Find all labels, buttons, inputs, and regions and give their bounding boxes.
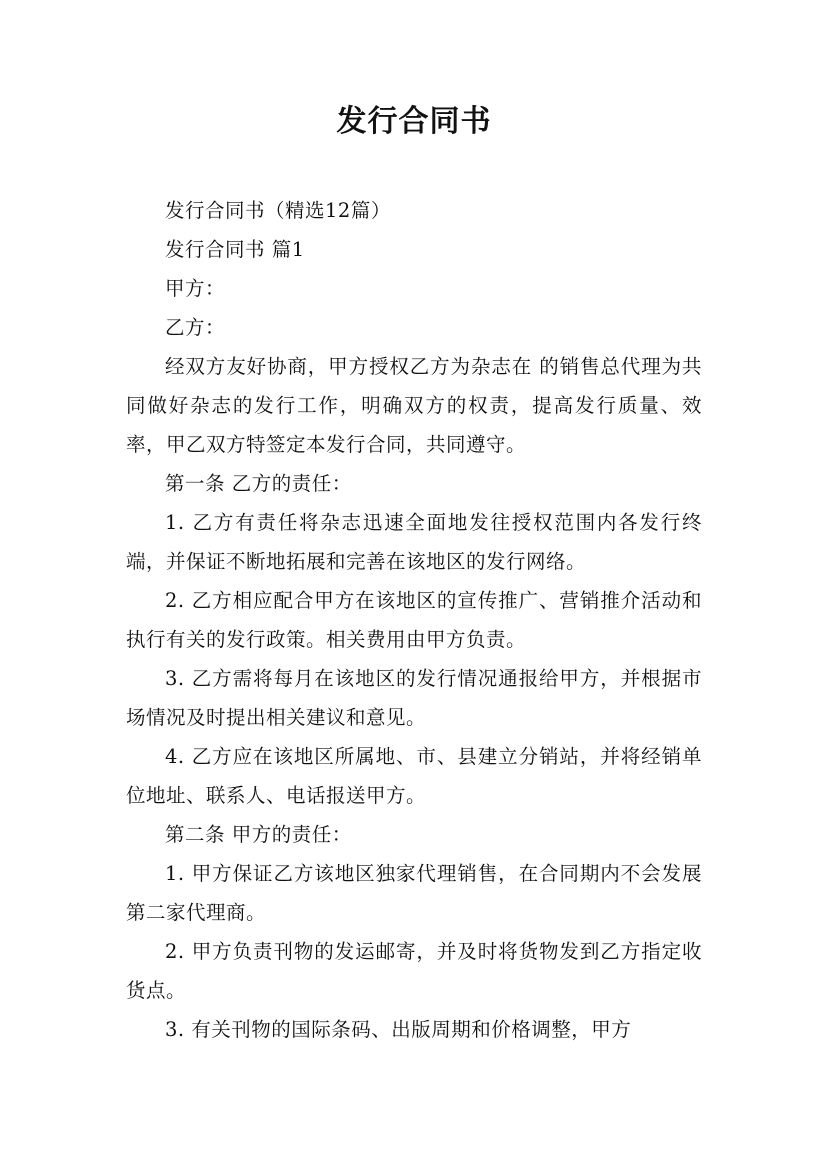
paragraph-article-2-item-2: 2. 甲方负责刊物的发运邮寄，并及时将货物发到乙方指定收货点。 [126, 940, 702, 1002]
paragraph-intro: 经双方友好协商，甲方授权乙方为杂志在 的销售总代理为共同做好杂志的发行工作，明确双方的权责，提高发行质量、效率，甲乙双方特签定本发行合同，共同遵守。 [126, 355, 702, 456]
paragraph-article-2-item-3: 3. 有关刊物的国际条码、出版周期和价格调整，甲方 [165, 1018, 632, 1041]
paragraph-article-1-item-4: 4. 乙方应在该地区所属地、市、县建立分销站，并将经销单位地址、联系人、电话报送甲方。 [126, 745, 702, 807]
paragraph-article-1-item-2: 2. 乙方相应配合甲方在该地区的宣传推广、营销推介活动和执行有关的发行政策。相关费用由甲方负责。 [126, 589, 702, 651]
paragraph-article-2-item-1: 1. 甲方保证乙方该地区独家代理销售，在合同期内不会发展第二家代理商。 [126, 862, 702, 924]
paragraph-article-1-heading: 第一条 乙方的责任： [165, 472, 352, 495]
paragraph-section-heading: 发行合同书 篇1 [165, 238, 305, 261]
paragraph-article-1-item-1: 1. 乙方有责任将杂志迅速全面地发往授权范围内各发行终端，并保证不断地拓展和完善在该地区的发行网络。 [126, 511, 702, 573]
paragraph-party-a: 甲方： [165, 277, 226, 300]
document-body [126, 191, 702, 1049]
paragraph-article-1-item-3: 3. 乙方需将每月在该地区的发行情况通报给甲方，并根据市场情况及时提出相关建议和意见。 [126, 667, 702, 729]
document-page [126, 0, 702, 1170]
paragraph-party-b: 乙方： [165, 316, 226, 339]
document-title: 发行合同书 [336, 104, 492, 139]
paragraph-article-2-heading: 第二条 甲方的责任： [165, 823, 352, 846]
paragraph-subtitle: 发行合同书（精选12篇） [165, 199, 391, 222]
